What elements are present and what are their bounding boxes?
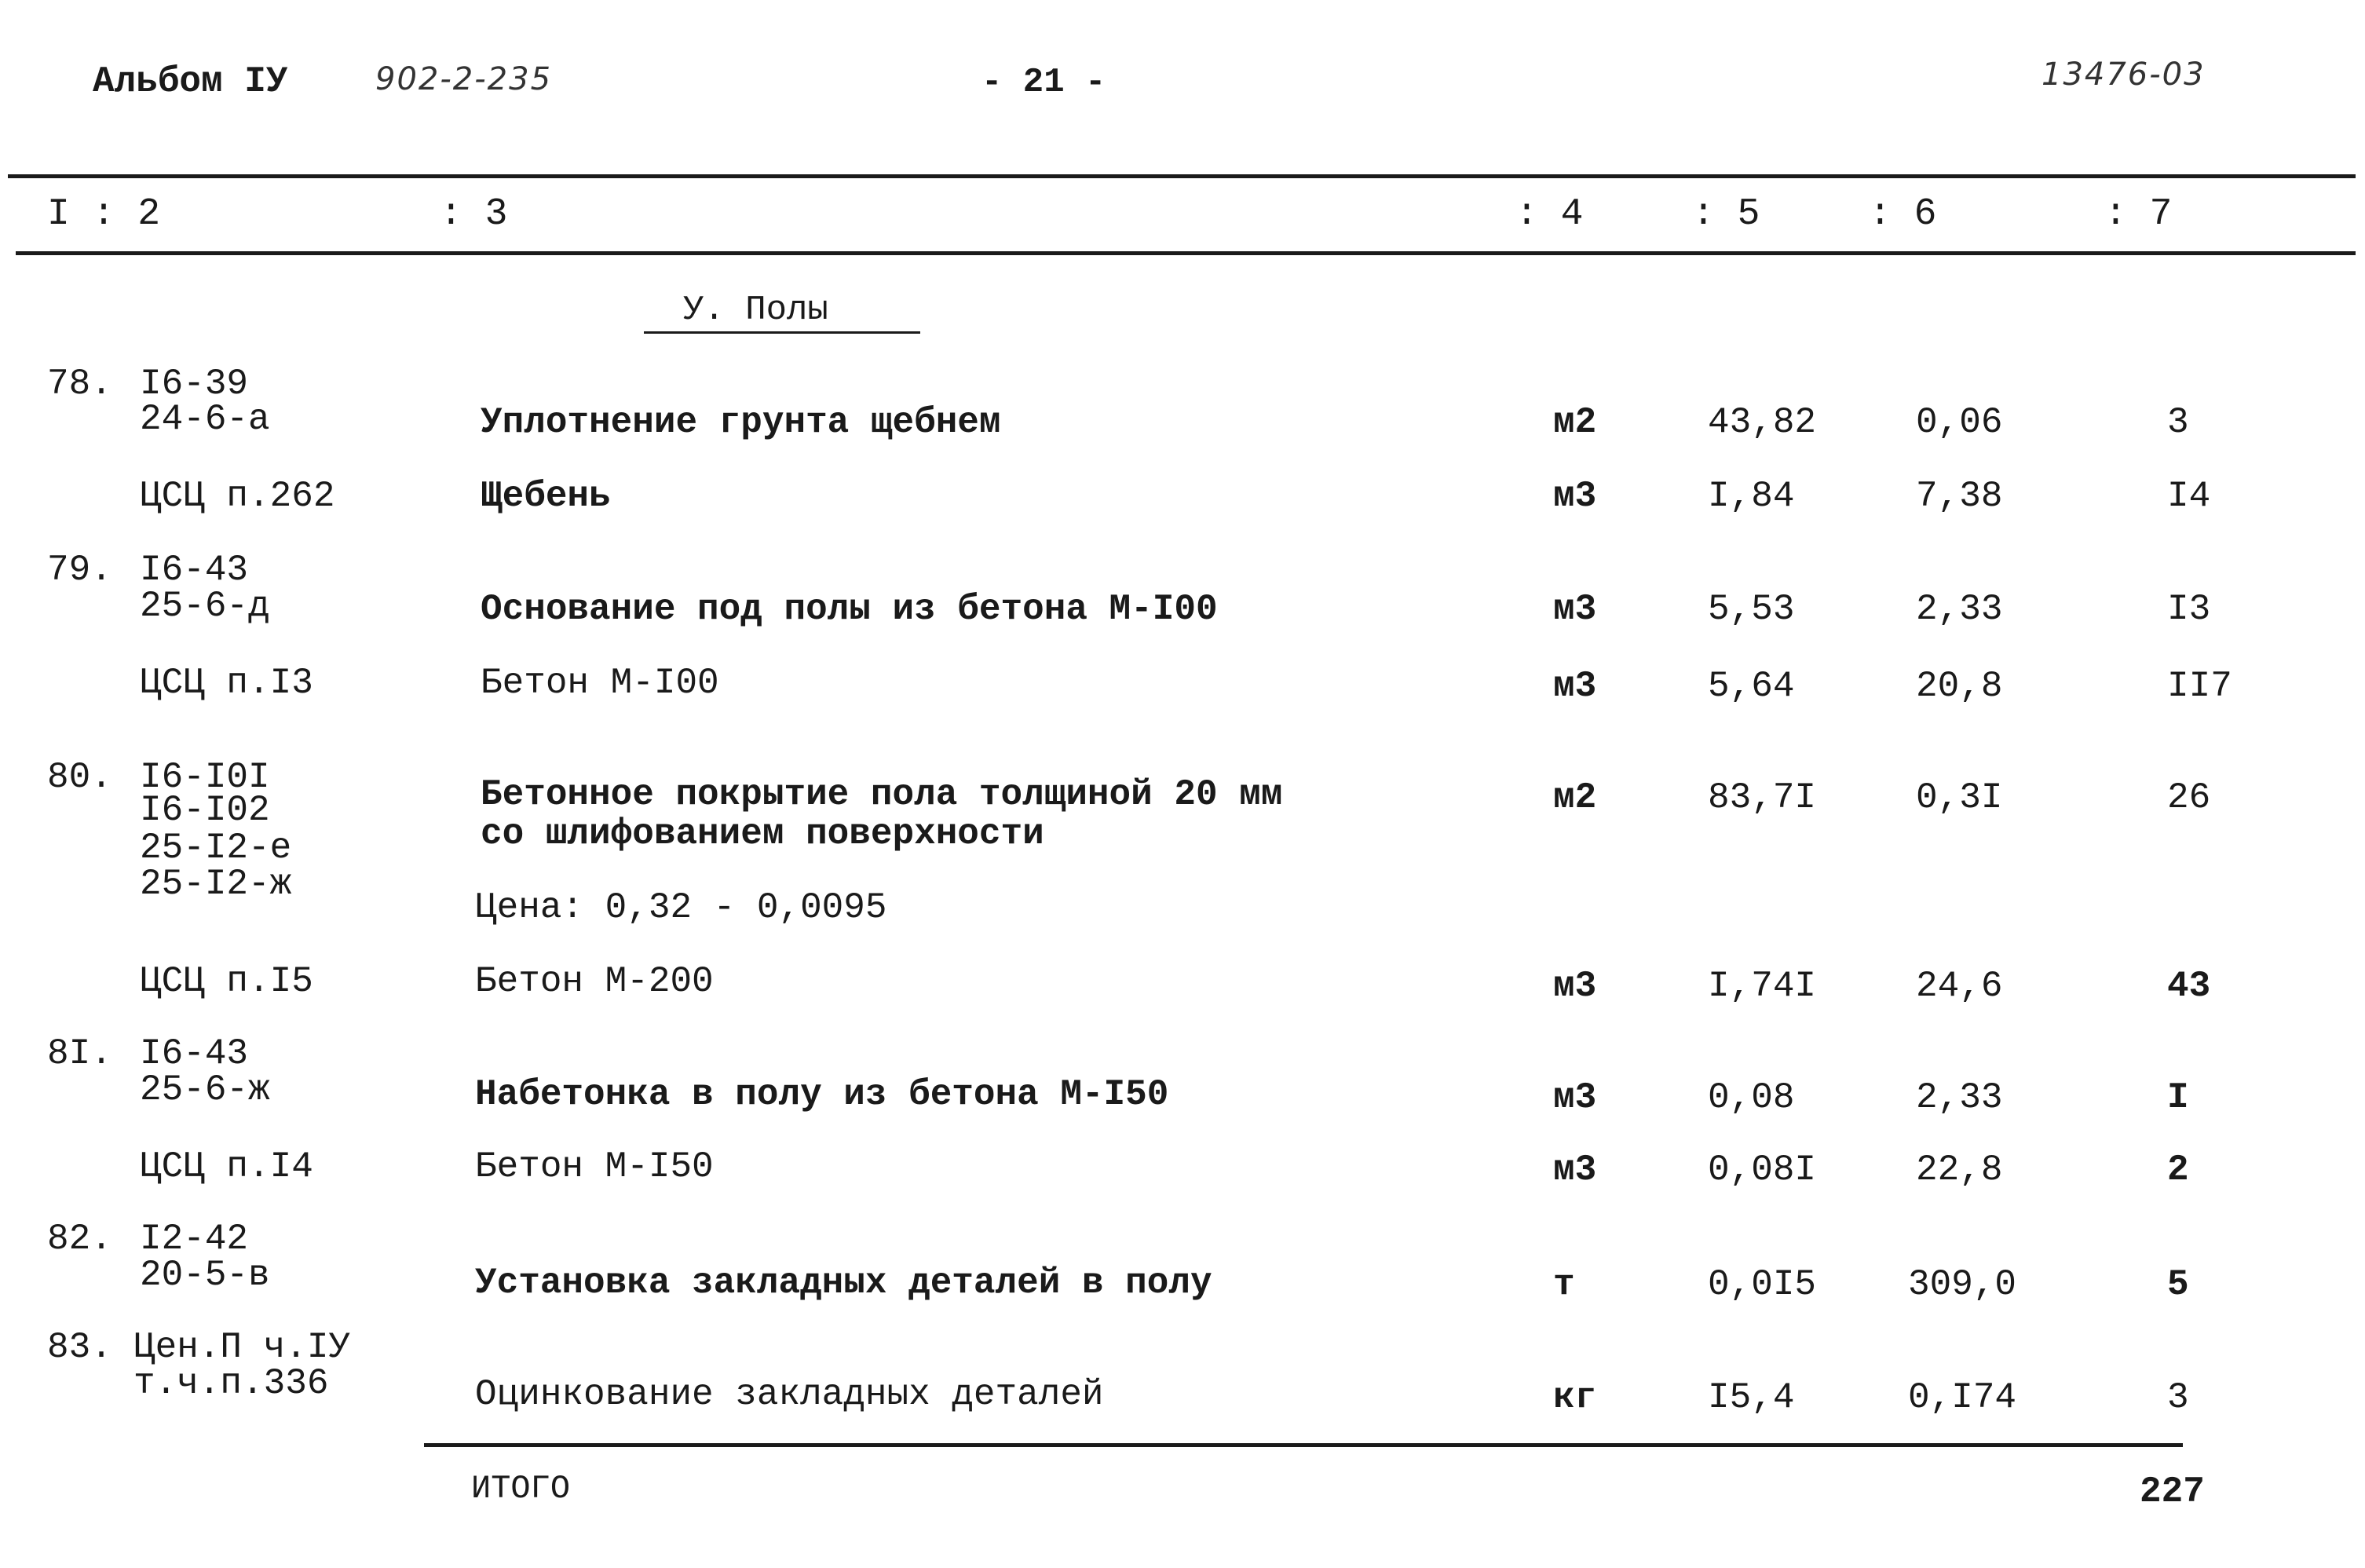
row-price: 7,38 [1916, 476, 2003, 517]
section-title: У. Полы [683, 291, 828, 330]
row-unit: м3 [1553, 476, 1597, 517]
total-rule [424, 1443, 2183, 1447]
row-description: Установка закладных деталей в полу [475, 1263, 1212, 1303]
row-code: Цен.П ч.IУ [133, 1327, 351, 1368]
row-description: Щебень [481, 476, 611, 517]
row-price: 0,I74 [1908, 1377, 2017, 1418]
album-label: Альбом IУ [93, 61, 288, 102]
row-quantity: 5,53 [1708, 589, 1795, 630]
row-quantity: I,74I [1708, 966, 1817, 1007]
row-code: ЦСЦ п.I3 [140, 663, 313, 704]
row-price: 0,3I [1916, 777, 2003, 818]
row-unit: м3 [1553, 589, 1597, 630]
row-cost: 3 [2167, 402, 2189, 443]
row-cost: 26 [2167, 777, 2211, 818]
row-quantity: 0,08I [1708, 1150, 1817, 1190]
row-price-formula: Цена: 0,32 - 0,0095 [475, 887, 887, 928]
row-description: Бетон М-I50 [475, 1146, 714, 1187]
row-number: 80. [47, 757, 112, 798]
row-price: 22,8 [1916, 1150, 2003, 1190]
row-unit: м3 [1553, 966, 1597, 1007]
row-quantity: I,84 [1708, 476, 1795, 517]
row-code: ЦСЦ п.I5 [140, 961, 313, 1002]
row-code: ЦСЦ п.I4 [140, 1146, 313, 1187]
row-code: 25-I2-ж [140, 864, 292, 905]
row-quantity: 83,7I [1708, 777, 1817, 818]
row-cost: 5 [2167, 1264, 2189, 1305]
row-price: 2,33 [1916, 1077, 2003, 1118]
page-number: - 21 - [981, 63, 1106, 102]
row-code: 25-6-д [140, 586, 270, 627]
row-price: 24,6 [1916, 966, 2003, 1007]
total-value: 227 [2140, 1471, 2205, 1512]
row-unit: м3 [1553, 1077, 1597, 1118]
row-number: 8I. [47, 1033, 112, 1074]
row-description-line-2: со шлифованием поверхности [481, 813, 1044, 854]
row-cost: I [2167, 1077, 2189, 1118]
column-header-7: : 7 [2104, 193, 2173, 236]
row-number: 79. [47, 550, 112, 590]
row-code: I2-42 [140, 1219, 249, 1259]
table-header-rule [16, 251, 2356, 255]
row-description: Набетонка в полу из бетона М-I50 [475, 1074, 1169, 1115]
row-code: т.ч.п.336 [133, 1363, 329, 1404]
row-price: 20,8 [1916, 666, 2003, 707]
row-number: 83. [47, 1327, 112, 1368]
row-cost: II7 [2167, 666, 2232, 707]
row-cost: I4 [2167, 476, 2211, 517]
row-quantity: I5,4 [1708, 1377, 1795, 1418]
row-code: I6-43 [140, 550, 249, 590]
row-number: 78. [47, 364, 112, 404]
row-unit: м3 [1553, 1150, 1597, 1190]
row-number: 82. [47, 1219, 112, 1259]
row-code: I6-43 [140, 1033, 249, 1074]
row-unit: м2 [1553, 777, 1597, 818]
project-number: 902-2-235 [375, 61, 553, 97]
section-title-underline [644, 331, 920, 334]
row-cost: I3 [2167, 589, 2211, 630]
row-quantity: 0,08 [1708, 1077, 1795, 1118]
row-description: Бетонное покрытие пола толщиной 20 мм [481, 774, 1283, 815]
row-code: I6-I0I [140, 757, 270, 798]
document-code: 13476-03 [2042, 57, 2206, 93]
row-quantity: 43,82 [1708, 402, 1817, 443]
row-unit: м2 [1553, 402, 1597, 443]
row-cost: 3 [2167, 1377, 2189, 1418]
total-label: ИТОГО [471, 1470, 571, 1508]
row-code: I6-I02 [140, 790, 270, 831]
row-description: Уплотнение грунта щебнем [481, 402, 1001, 443]
row-code: I6-39 [140, 364, 249, 404]
row-unit: кг [1553, 1377, 1597, 1418]
row-price: 0,06 [1916, 402, 2003, 443]
column-header-6: : 6 [1869, 193, 1937, 236]
row-code: 25-6-ж [140, 1069, 270, 1110]
row-code: ЦСЦ п.262 [140, 476, 335, 517]
row-description: Основание под полы из бетона М-I00 [481, 589, 1218, 630]
column-header-1-2: I : 2 [47, 193, 161, 236]
table-top-rule [8, 174, 2356, 178]
row-description: Бетон М-200 [475, 961, 714, 1002]
column-header-5: : 5 [1692, 193, 1760, 236]
row-unit: м3 [1553, 666, 1597, 707]
row-price: 2,33 [1916, 589, 2003, 630]
row-quantity: 0,0I5 [1708, 1264, 1817, 1305]
row-code: 20-5-в [140, 1255, 270, 1296]
row-quantity: 5,64 [1708, 666, 1795, 707]
row-cost: 43 [2167, 966, 2211, 1007]
row-price: 309,0 [1908, 1264, 2017, 1305]
column-header-4: : 4 [1515, 193, 1584, 236]
row-code: 25-I2-е [140, 828, 292, 868]
row-description: Бетон М-I00 [481, 663, 719, 704]
column-header-3: : 3 [440, 193, 508, 236]
row-cost: 2 [2167, 1150, 2189, 1190]
row-code: 24-6-а [140, 399, 270, 440]
row-description: Оцинкование закладных деталей [475, 1374, 1104, 1415]
row-unit: т [1553, 1264, 1575, 1305]
